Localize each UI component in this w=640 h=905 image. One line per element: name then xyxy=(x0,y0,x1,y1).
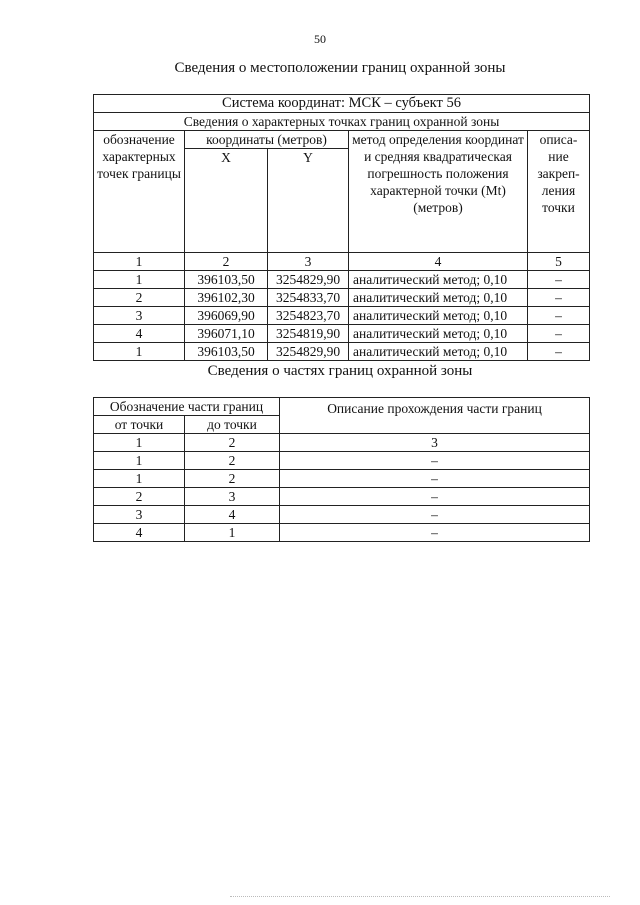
part-designation-header: Обозначение части границ xyxy=(94,398,280,416)
point-cell: 3 xyxy=(94,307,185,325)
to-point-header: до точки xyxy=(185,416,280,434)
y-cell: 3254829,90 xyxy=(268,271,349,289)
table-row xyxy=(94,524,590,542)
description-cell: – xyxy=(528,343,590,361)
method-cell: аналитический метод; 0,10 xyxy=(349,289,528,307)
part-description-cell: – xyxy=(280,470,590,488)
to-cell: 2 xyxy=(185,452,280,470)
table-row xyxy=(94,452,590,470)
to-cell: 2 xyxy=(185,470,280,488)
coordinates-header: координаты (метров) xyxy=(185,131,349,149)
description-cell: – xyxy=(528,271,590,289)
x-header: X xyxy=(185,149,268,253)
table-row xyxy=(94,343,590,361)
x-cell: 396103,50 xyxy=(185,343,268,361)
to-cell: 3 xyxy=(185,488,280,506)
column-number: 3 xyxy=(268,253,349,271)
column-number: 5 xyxy=(528,253,590,271)
table-row xyxy=(94,325,590,343)
table-row xyxy=(94,289,590,307)
method-cell: аналитический метод; 0,10 xyxy=(349,307,528,325)
to-cell: 1 xyxy=(185,524,280,542)
coordinate-system-header: Система координат: МСК – субъект 56 xyxy=(94,95,590,113)
boundary-points-table xyxy=(93,94,590,361)
x-cell: 396102,30 xyxy=(185,289,268,307)
point-cell: 4 xyxy=(94,325,185,343)
part-description-header: Описание прохождения части границ xyxy=(280,398,590,434)
y-cell: 3254833,70 xyxy=(268,289,349,307)
table-row xyxy=(94,271,590,289)
page-title: Сведения о местоположении границ охранной зоны xyxy=(174,60,506,76)
description-cell: – xyxy=(528,325,590,343)
x-cell: 396103,50 xyxy=(185,271,268,289)
method-cell: аналитический метод; 0,10 xyxy=(349,325,528,343)
part-description-cell: – xyxy=(280,506,590,524)
y-header: Y xyxy=(268,149,349,253)
column-number: 1 xyxy=(94,434,185,452)
x-cell: 396071,10 xyxy=(185,325,268,343)
description-cell: – xyxy=(528,289,590,307)
column-number: 2 xyxy=(185,253,268,271)
part-description-cell: – xyxy=(280,524,590,542)
point-designation-header: обозначение характерных точек границы xyxy=(94,131,185,253)
y-cell: 3254819,90 xyxy=(268,325,349,343)
method-cell: аналитический метод; 0,10 xyxy=(349,343,528,361)
column-number: 4 xyxy=(349,253,528,271)
column-number: 1 xyxy=(94,253,185,271)
y-cell: 3254823,70 xyxy=(268,307,349,325)
part-description-cell: – xyxy=(280,452,590,470)
point-cell: 2 xyxy=(94,289,185,307)
to-cell: 4 xyxy=(185,506,280,524)
page-number: 50 xyxy=(314,32,326,46)
method-header: метод определения координат и средняя квадратическая погрешность положения характерной точки (Mt) (метров) xyxy=(349,131,528,253)
point-cell: 1 xyxy=(94,343,185,361)
from-cell: 4 xyxy=(94,524,185,542)
from-cell: 3 xyxy=(94,506,185,524)
y-cell: 3254829,90 xyxy=(268,343,349,361)
from-cell: 2 xyxy=(94,488,185,506)
scan-artifact xyxy=(230,896,610,901)
from-point-header: от точки xyxy=(94,416,185,434)
table-row xyxy=(94,307,590,325)
boundary-parts-table xyxy=(93,397,590,542)
part-description-cell: – xyxy=(280,488,590,506)
column-number: 3 xyxy=(280,434,590,452)
section-header: Сведения о характерных точках границ охранной зоны xyxy=(94,113,590,131)
x-cell: 396069,90 xyxy=(185,307,268,325)
from-cell: 1 xyxy=(94,470,185,488)
point-cell: 1 xyxy=(94,271,185,289)
column-number: 2 xyxy=(185,434,280,452)
table-row xyxy=(94,506,590,524)
method-cell: аналитический метод; 0,10 xyxy=(349,271,528,289)
description-header: описа-ние закреп-ления точки xyxy=(528,131,590,253)
table-row xyxy=(94,488,590,506)
from-cell: 1 xyxy=(94,452,185,470)
description-cell: – xyxy=(528,307,590,325)
section-title: Сведения о частях границ охранной зоны xyxy=(207,363,473,379)
table-row xyxy=(94,470,590,488)
